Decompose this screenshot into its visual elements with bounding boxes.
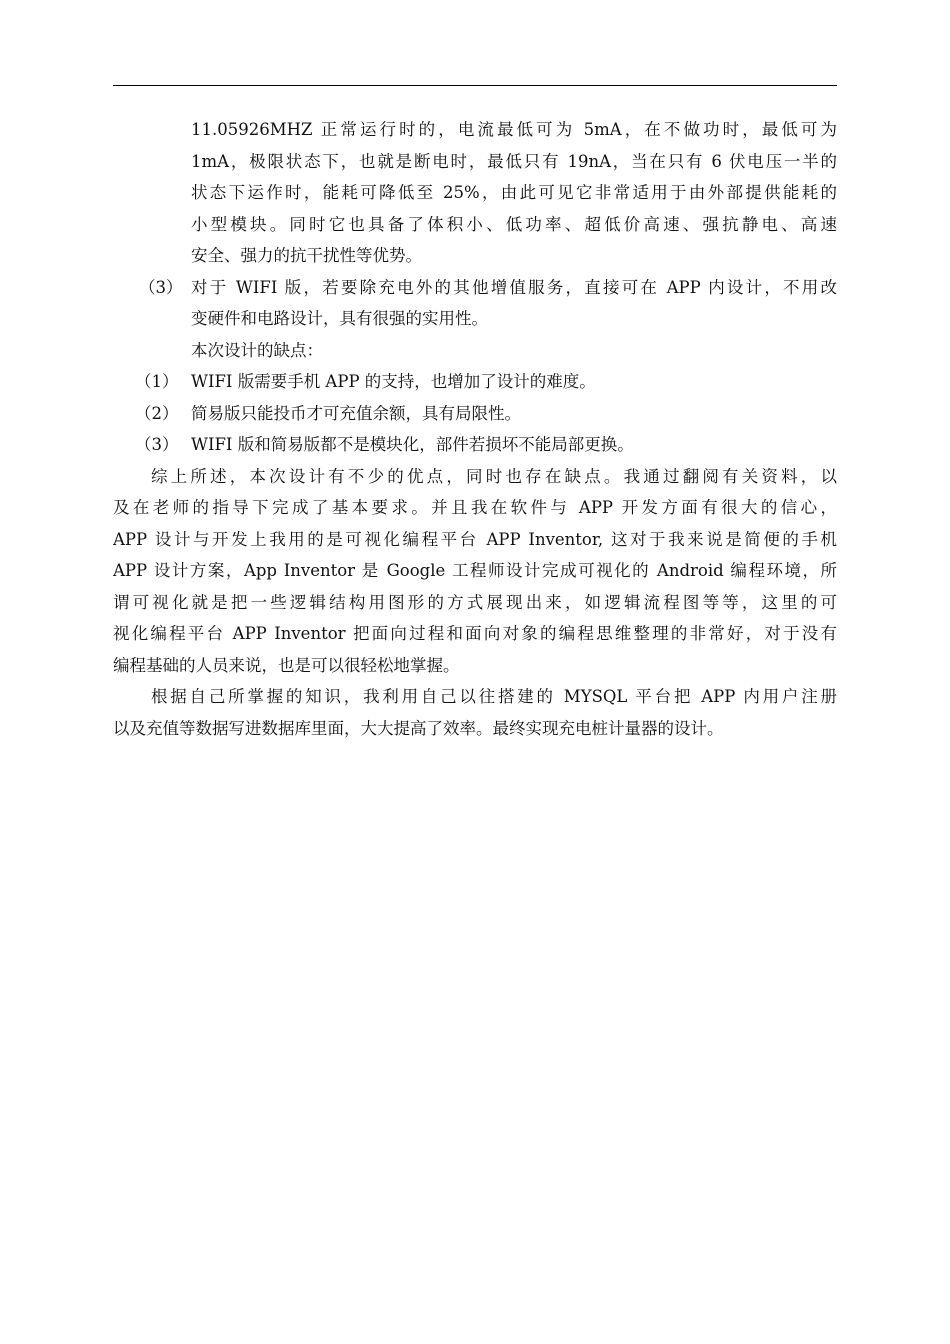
page-body [113,114,837,744]
list-item-number: （3） [135,435,179,454]
list-item [113,429,837,461]
body-line: 综上所述，本次设计有不少的优点，同时也存在缺点。我通过翻阅有关资料，以 [151,466,837,486]
body-line: APP 设计方案，App Inventor 是 Google 工程师设计完成可视化的 Android 编程环境，所 [113,561,837,580]
disadvantages-heading: 本次设计的缺点： [191,340,323,360]
list-item-text: 简易版只能投币才可充值余额，具有局限性。 [191,403,521,423]
body-line: APP 设计与开发上我用的是可视化编程平台 APP Inventor, 这对于我来说是简便的手机 [113,529,837,549]
list-item-number: （1） [135,372,179,391]
body-line: 安全、强力的抗干扰性等优势。 [191,246,422,265]
final-paragraph [113,681,837,744]
body-line: 11.05926MHZ 正常运行时的，电流最低可为 5mA，在不做功时，最低可为 [191,120,837,139]
body-line: 小型模块。同时它也具备了体积小、低功率、超低价高速、强抗静电、高速 [191,214,837,234]
list-item [113,272,837,304]
list-item-number: （3） [139,277,183,297]
list-item-text: 对于 WIFI 版，若要除充电外的其他增值服务，直接可在 APP 内设计，不用改 [191,277,837,297]
summary-paragraph [113,461,837,682]
disadvantages-list [113,366,837,461]
body-line: 状态下运作时，能耗可降低至 25%，由此可见它非常适用于由外部提供能耗的 [191,183,837,202]
body-line: 变硬件和电路设计，具有很强的实用性。 [191,309,488,328]
body-line: 以及充值等数据写进数据库里面，大大提高了效率。最终实现充电桩计量器的设计。 [113,718,724,738]
body-line: 1mA，极限状态下，也就是断电时，最低只有 19nA，当在只有 6 伏电压一半的 [191,151,837,171]
body-line: 及在老师的指导下完成了基本要求。并且我在软件与 APP 开发方面有很大的信心， [113,498,837,517]
body-line: 谓可视化就是把一些逻辑结构用图形的方式展现出来，如逻辑流程图等等，这里的可 [113,592,837,612]
body-line: 根据自己所掌握的知识，我利用自己以往搭建的 MYSQL 平台把 APP 内用户注册 [151,687,837,706]
list-item-number: （2） [135,403,179,423]
advantage-item-3 [113,272,837,335]
list-item-text: WIFI 版需要手机 APP 的支持，也增加了设计的难度。 [191,372,596,391]
body-line: 视化编程平台 APP Inventor 把面向过程和面向对象的编程思维整理的非常好，对于没有 [113,624,837,643]
list-item [113,398,837,430]
list-item-text: WIFI 版和简易版都不是模块化，部件若损坏不能局部更换。 [191,435,634,454]
body-line: 编程基础的人员来说，也是可以很轻松地掌握。 [113,655,460,675]
list-continuation [113,114,837,272]
list-item [113,366,837,398]
header-rule [113,85,837,86]
